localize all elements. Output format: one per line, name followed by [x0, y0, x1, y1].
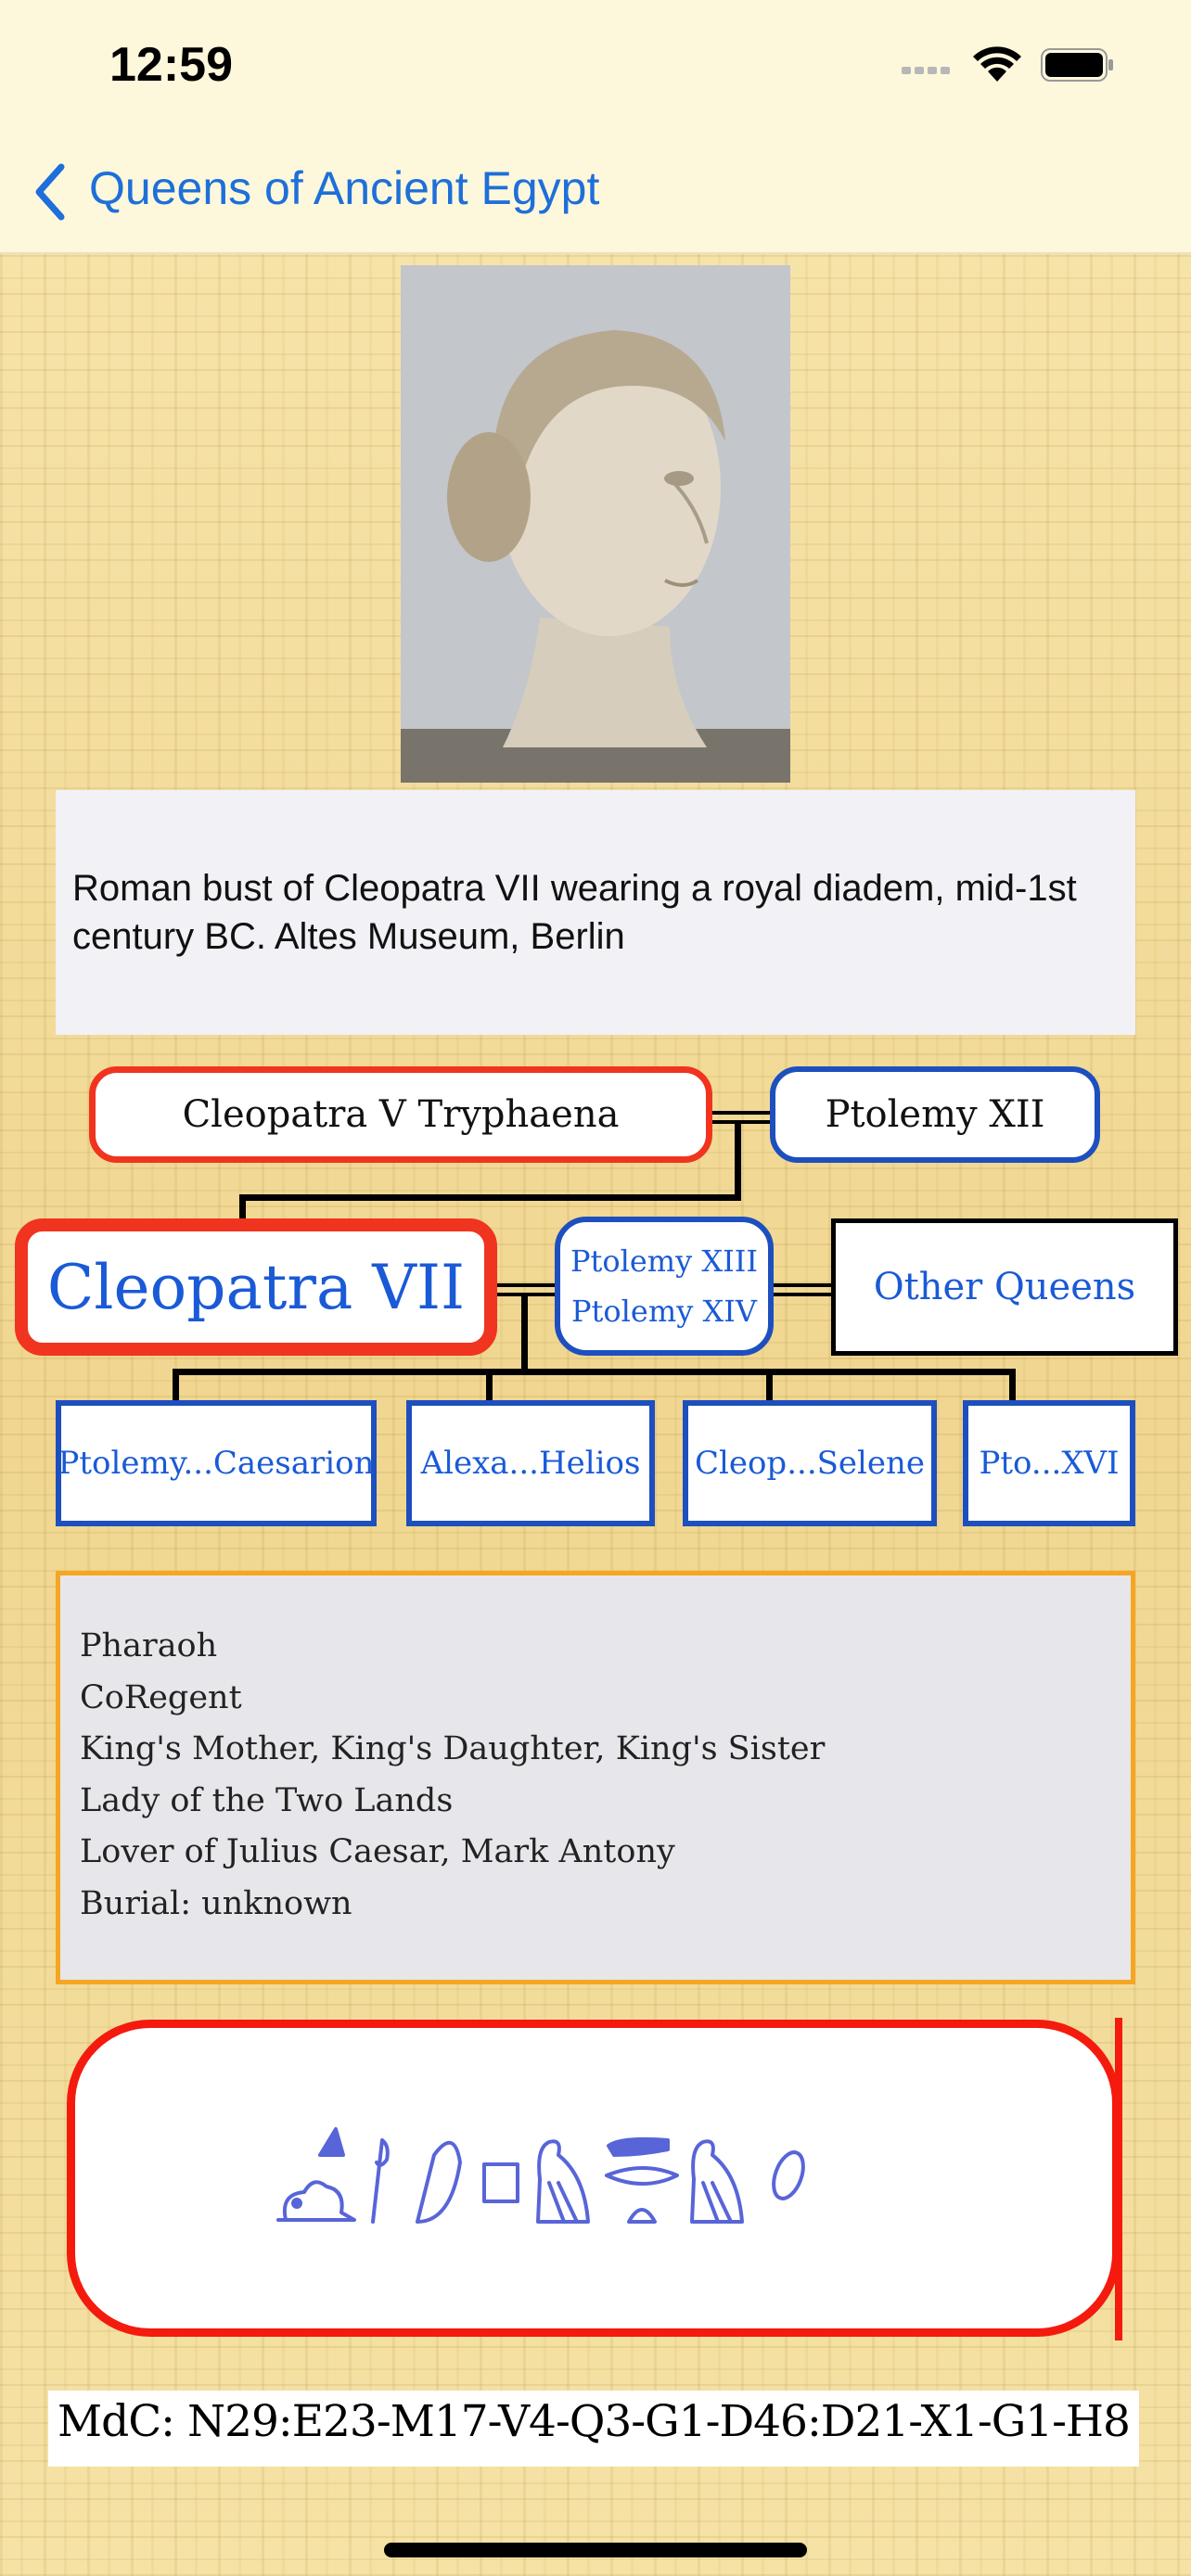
mother-button[interactable]: Cleopatra V Tryphaena [89, 1066, 712, 1163]
status-time: 12:59 [109, 38, 233, 92]
tree-connector [766, 1369, 773, 1400]
tree-connector [521, 1296, 528, 1372]
photo-caption: Roman bust of Cleopatra VII wearing a royal diadem, mid-1st century BC. Altes Museum, Berlin [72, 868, 1077, 957]
back-button[interactable]: Queens of Ancient Egypt [89, 162, 600, 214]
title-item: King's Mother, King's Daughter, King's Sister [80, 1730, 826, 1767]
title-item: CoRegent [80, 1678, 242, 1716]
marriage-line [774, 1293, 831, 1296]
other-queens-button[interactable]: Other Queens [831, 1218, 1178, 1356]
cartouche-tie-bar [1115, 2018, 1122, 2340]
child-button[interactable]: Alexa...Helios [406, 1400, 655, 1526]
marriage-line [712, 1111, 770, 1115]
tree-connector [239, 1194, 741, 1201]
cellular-signal-icon [900, 57, 955, 76]
queen-name: Cleopatra VII [15, 1218, 497, 1356]
title-item: Lover of Julius Caesar, Mark Antony [80, 1833, 675, 1870]
spouses-button[interactable] [555, 1217, 774, 1356]
title-item: Burial: unknown [80, 1884, 352, 1922]
chevron-left-icon[interactable] [32, 163, 69, 221]
tree-connector [486, 1369, 493, 1400]
bust-photo [401, 265, 790, 783]
mdc-code: MdC: N29:E23-M17-V4-Q3-G1-D46:D21-X1-G1-H8 [58, 2396, 1130, 2447]
marriage-line [774, 1283, 831, 1287]
spouse-name: Ptolemy XIV [571, 1294, 757, 1329]
title-item: Pharaoh [80, 1627, 218, 1664]
tree-connector [1009, 1369, 1016, 1400]
hieroglyphs [269, 2118, 918, 2238]
tree-connector [173, 1369, 179, 1400]
battery-icon [1041, 48, 1115, 82]
spouse-name: Ptolemy XIII [570, 1243, 759, 1279]
wifi-icon [972, 46, 1022, 83]
titles-list [80, 1621, 825, 1930]
home-indicator[interactable] [384, 2543, 807, 2557]
marriage-line [497, 1283, 555, 1287]
child-button[interactable]: Ptolemy...Caesarion [56, 1400, 377, 1526]
marriage-line [712, 1120, 770, 1124]
tree-connector [735, 1124, 741, 1200]
father-button[interactable]: Ptolemy XII [770, 1066, 1100, 1163]
child-button[interactable]: Pto...XVI [963, 1400, 1135, 1526]
child-button[interactable]: Cleop...Selene [683, 1400, 937, 1526]
tree-connector [173, 1369, 1015, 1375]
tree-connector [239, 1194, 246, 1220]
title-item: Lady of the Two Lands [80, 1781, 454, 1819]
